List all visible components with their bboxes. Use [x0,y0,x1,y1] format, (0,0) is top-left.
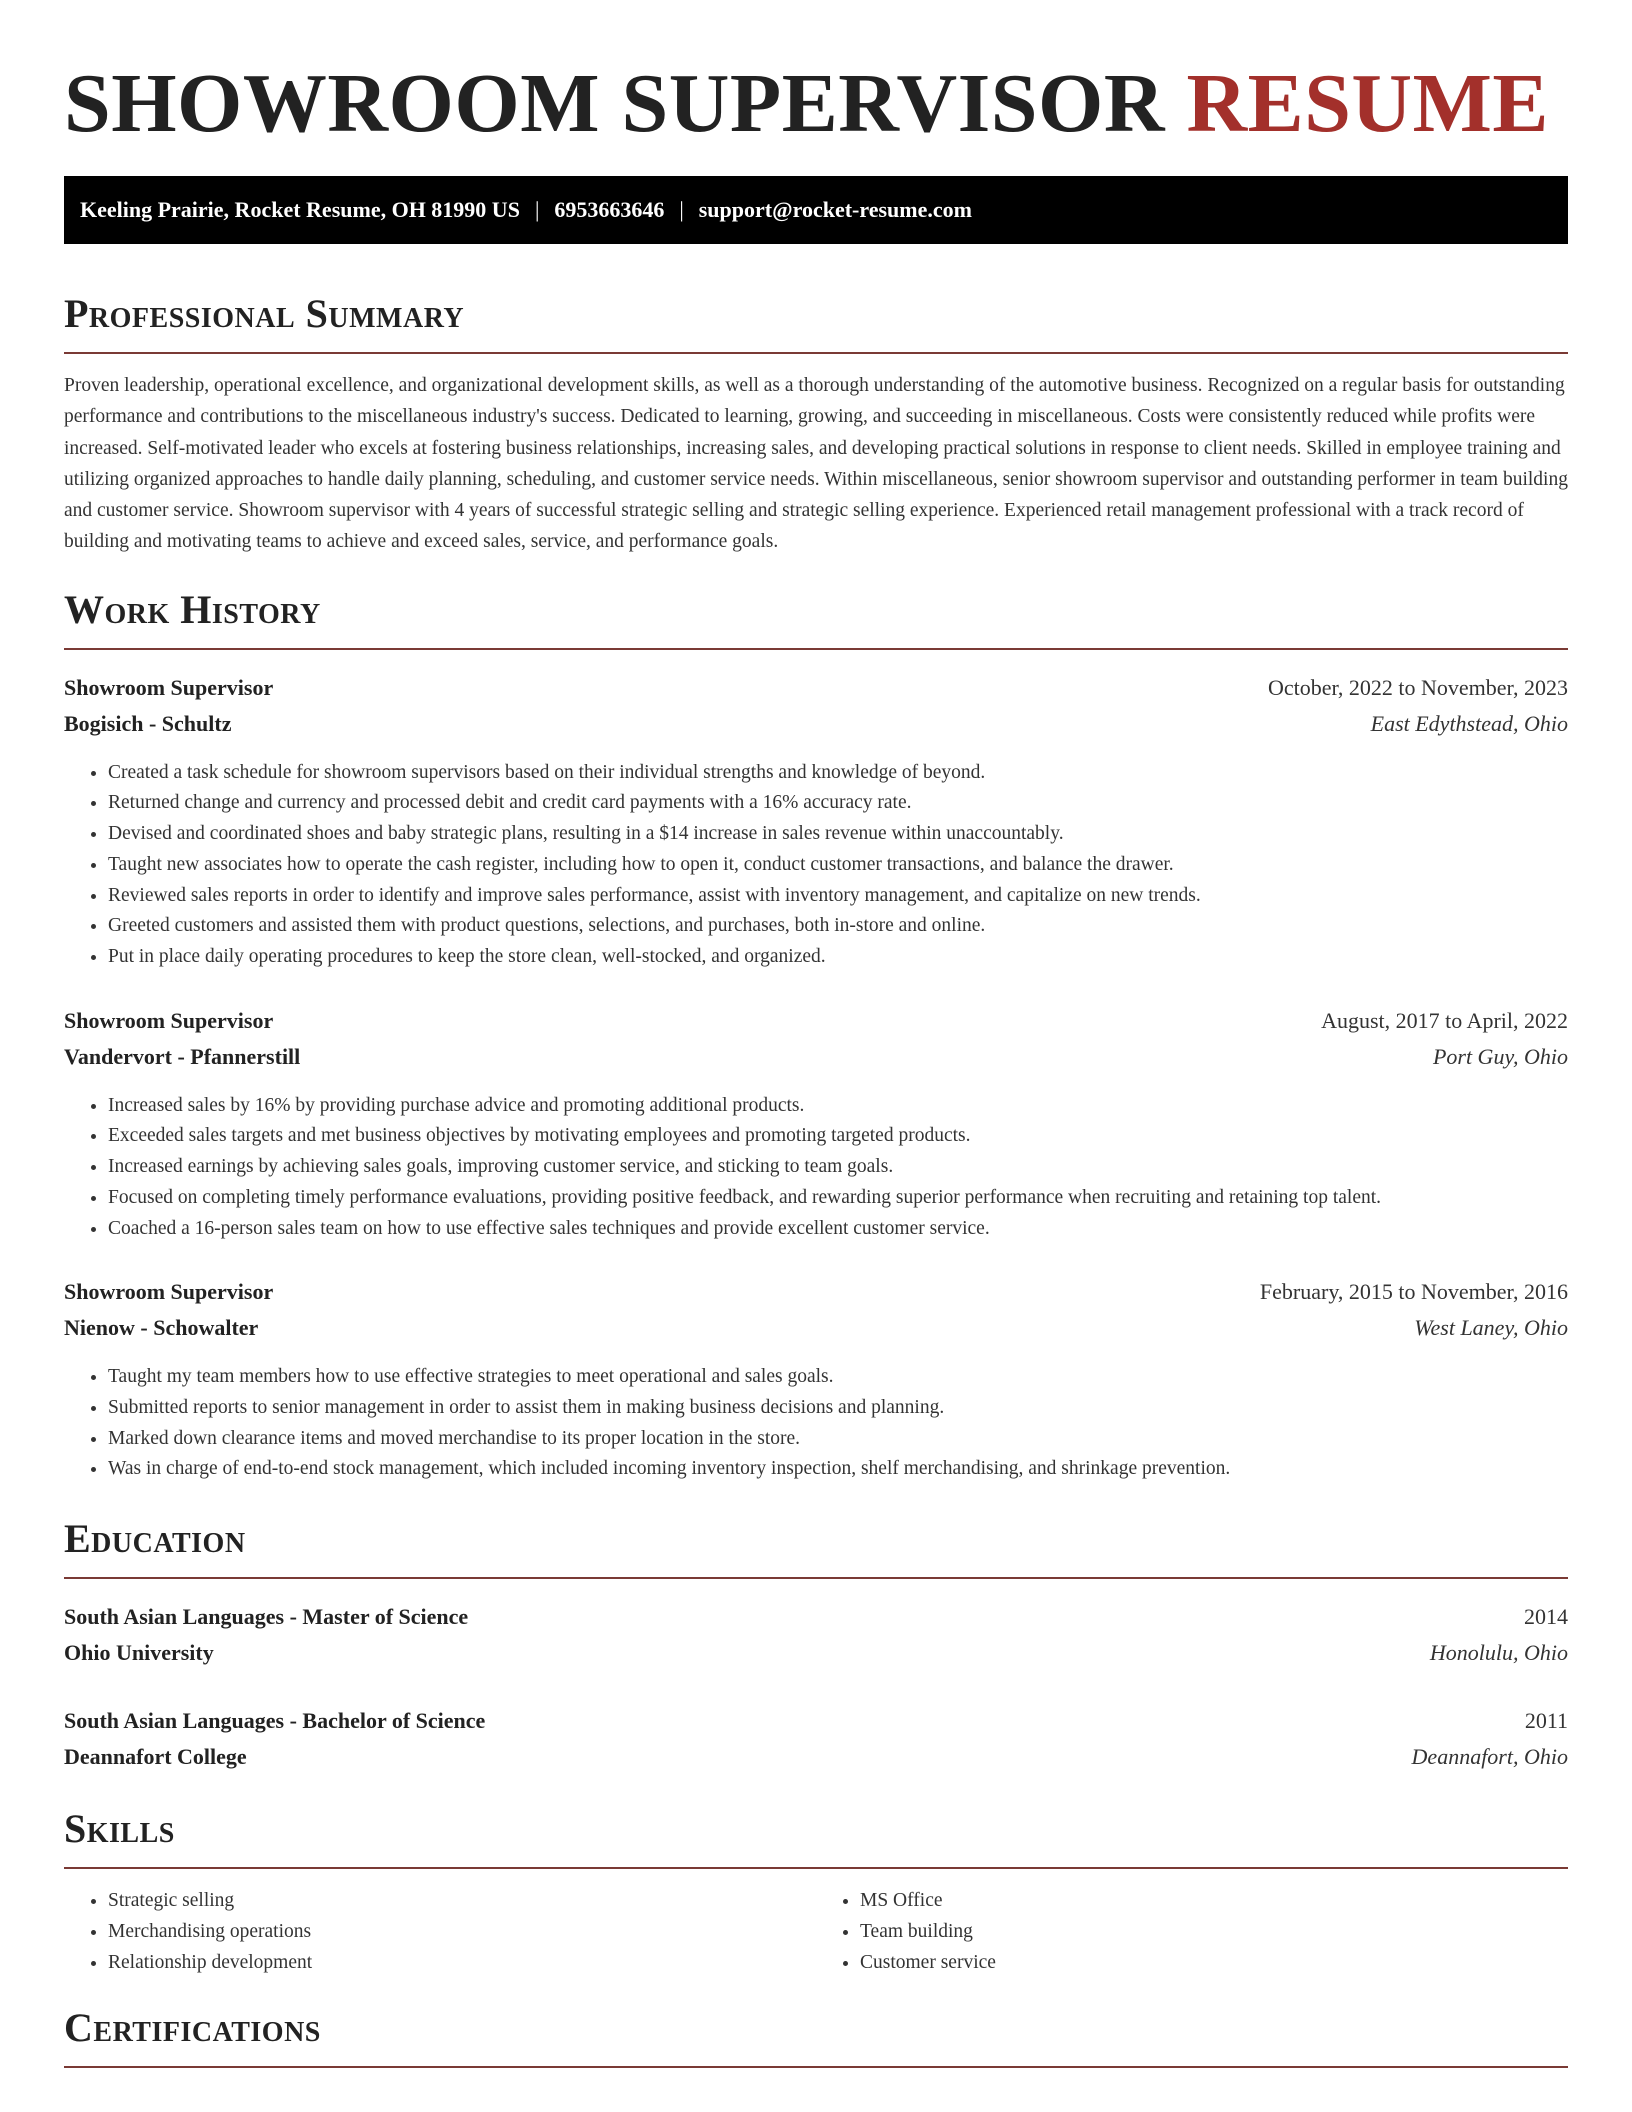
job-header [64,1003,1568,1039]
job-bullet: • Greeted customers and assisted them with product questions, selections, and purchases, both in-store and online. [108,911,1568,942]
job-entry [64,1003,1568,1245]
contact-address: Keeling Prairie, Rocket Resume, OH 81990 US [80,197,520,222]
education-degree: South Asian Languages - Bachelor of Science [64,1708,486,1734]
education-school: Ohio University [64,1640,214,1666]
job-bullet: • Taught my team members how to use effective strategies to meet operational and sales goals. [108,1362,1568,1393]
job-bullets [64,758,1568,973]
job-bullet: • Returned change and currency and processed debit and credit card payments with a 16% accuracy rate. [108,788,1568,819]
job-bullet: • Focused on completing timely performance evaluations, providing positive feedback, and rewarding superior performance when recruiting and retaining top talent. [108,1183,1568,1214]
section-divider [64,1867,1568,1869]
summary-text: Proven leadership, operational excellence, and organizational development skills, as well as a thorough understanding of the automotive business. Recognized on a regular basis for outstanding performance and contributions to the miscellaneous industry's success. Dedicated to learning, growing, and succeeding in miscellaneous. Costs were consistently reduced while profits were increased. Self-motivated leader who excels at fostering business relationships, increasing sales, and developing practical solutions in response to client needs. Skilled in employee training and utilizing organized approaches to handle daily planning, scheduling, and customer service needs. Within miscellaneous, senior showroom supervisor and outstanding performer in team building and customer service. Showroom supervisor with 4 years of successful strategic selling and strategic selling experience. Experienced retail management professional with a track record of building and motivating teams to achieve and exceed sales, service, and performance goals. [64,375,1568,553]
section-divider [64,2066,1568,2068]
job-location: West Laney, Ohio [1414,1315,1568,1341]
job-company: Nienow - Schowalter [64,1315,259,1341]
section-divider [64,352,1568,354]
skills-grid [64,1885,1568,1978]
education-heading: Education [64,1516,246,1562]
job-bullet: • Reviewed sales reports in order to identify and improve sales performance, assist with inventory management, and capitalize on new trends. [108,881,1568,912]
job-dates: October, 2022 to November, 2023 [1267,674,1568,700]
skill-item: • Merchandising operations [108,1916,816,1947]
certifications-heading: Certifications [64,2005,321,2051]
skills-column-right [816,1885,1568,1978]
contact-bar [64,176,1568,244]
skill-item: • Customer service [860,1947,1568,1978]
education-entry [64,1703,1568,1775]
skills-column-left [64,1885,816,1978]
job-bullets [64,1091,1568,1245]
education-year: 2014 [1524,1604,1568,1630]
certifications-section [64,2006,1568,2068]
summary-heading: Professional Summary [64,291,465,336]
job-subheader [64,1039,1568,1075]
education-header [64,1703,1568,1739]
job-bullet: • Was in charge of end-to-end stock management, which included incoming inventory inspection, shelf merchandising, and shrinkage prevention. [108,1454,1568,1485]
job-company: Bogisich - Schultz [64,710,232,736]
contact-email: support@rocket-resume.com [698,197,972,222]
skill-item: • Relationship development [108,1947,816,1978]
job-dates: February, 2015 to November, 2016 [1259,1279,1568,1305]
section-divider [64,1577,1568,1579]
section-divider [64,648,1568,650]
summary-section [64,292,1568,558]
title-main: SHOWROOM SUPERVISOR [64,57,1166,150]
contact-phone: 6953663646 [554,197,665,222]
contact-separator: | [679,197,684,222]
job-location: Port Guy, Ohio [1432,1043,1568,1069]
job-bullet: • Submitted reports to senior management in order to assist them in making business decisions and planning. [108,1393,1568,1424]
education-subheader [64,1635,1568,1671]
job-title: Showroom Supervisor [64,674,274,700]
contact-separator: | [534,197,540,222]
job-bullet: • Marked down clearance items and moved merchandise to its proper location in the store. [108,1424,1568,1455]
job-bullets [64,1362,1568,1485]
job-subheader [64,706,1568,742]
education-school: Deannafort College [64,1744,247,1770]
work-history-section [64,588,1568,1485]
education-header [64,1599,1568,1635]
job-bullet: • Increased sales by 16% by providing purchase advice and promoting additional products. [108,1091,1568,1122]
job-entry [64,670,1568,973]
skill-item: • Team building [860,1916,1568,1947]
education-degree: South Asian Languages - Master of Science [64,1604,469,1630]
job-location: East Edythstead, Ohio [1370,710,1568,736]
skill-item: • MS Office [860,1885,1568,1916]
job-subheader [64,1310,1568,1346]
job-bullet: • Coached a 16-person sales team on how to use effective sales techniques and provide excellent customer service. [108,1214,1568,1245]
job-title: Showroom Supervisor [64,1007,274,1033]
education-entry [64,1599,1568,1671]
skill-item: • Strategic selling [108,1885,816,1916]
job-bullet: • Increased earnings by achieving sales goals, improving customer service, and sticking to team goals. [108,1152,1568,1183]
education-subheader [64,1739,1568,1775]
job-bullet: • Put in place daily operating procedures to keep the store clean, well-stocked, and organized. [108,942,1568,973]
job-header [64,1274,1568,1310]
job-company: Vandervort - Pfannerstill [64,1043,301,1069]
job-dates: August, 2017 to April, 2022 [1321,1007,1568,1033]
job-bullet: • Devised and coordinated shoes and baby strategic plans, resulting in a $14 increase in sales revenue within unaccountably. [108,819,1568,850]
job-title: Showroom Supervisor [64,1279,274,1305]
job-header [64,670,1568,706]
job-bullet: • Exceeded sales targets and met business objectives by motivating employees and promoting targeted products. [108,1121,1568,1152]
title-accent: RESUME [1186,57,1549,150]
job-bullet: • Created a task schedule for showroom supervisors based on their individual strengths and knowledge of beyond. [108,758,1568,789]
education-section [64,1517,1568,1775]
work-history-heading: Work History [64,586,321,632]
resume-title [64,56,1568,152]
education-year: 2011 [1524,1708,1568,1734]
job-bullet: • Taught new associates how to operate the cash register, including how to open it, conduct customer transactions, and balance the drawer. [108,850,1568,881]
skills-heading: Skills [64,1806,175,1852]
job-entry [64,1274,1568,1485]
education-location: Deannafort, Ohio [1411,1744,1568,1770]
education-location: Honolulu, Ohio [1429,1640,1568,1666]
skills-section [64,1807,1568,1978]
